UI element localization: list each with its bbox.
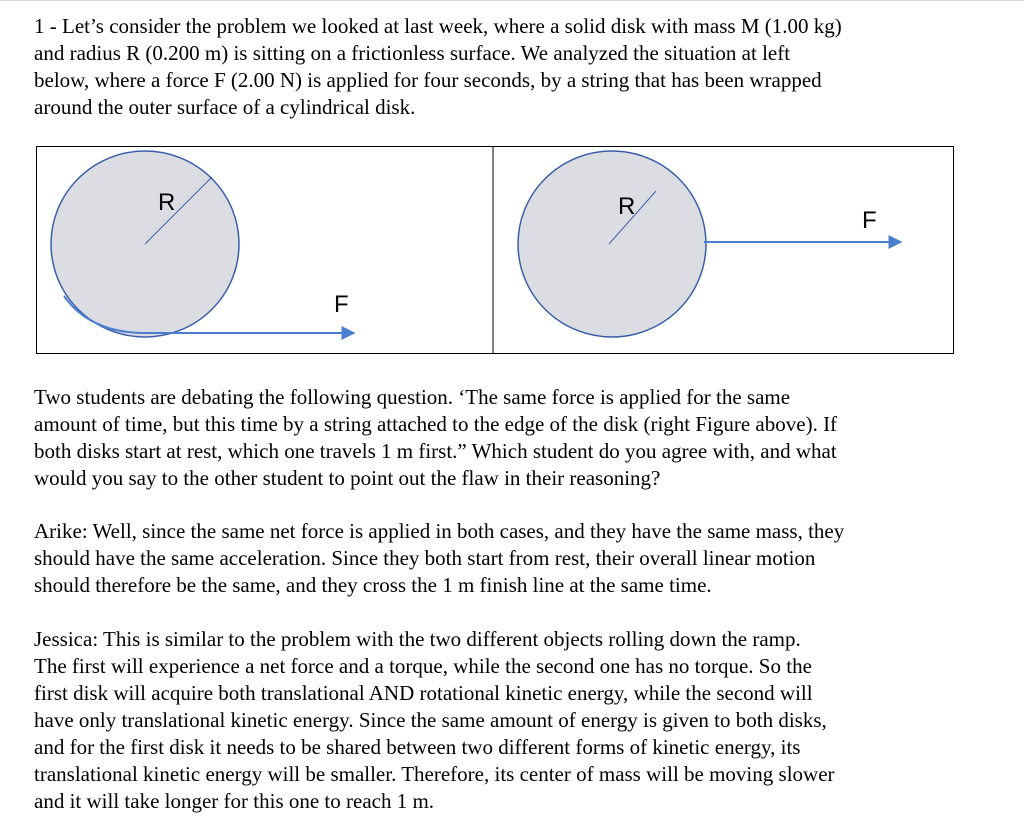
problem-line: and radius R (0.200 m) is sitting on a frictionless surface. We analyzed the situation at left <box>34 41 791 65</box>
jessica-line: have only translational kinetic energy. Since the same amount of energy is given to both disks, <box>34 708 827 732</box>
left-force-label: F <box>334 291 349 318</box>
arike-argument <box>34 518 974 599</box>
right-disk <box>518 151 706 337</box>
right-radius-label: R <box>618 193 636 220</box>
jessica-line: Jessica: This is similar to the problem with the two different objects rolling down the ramp. <box>34 627 801 651</box>
jessica-line: first disk will acquire both translational AND rotational kinetic energy, while the second will <box>34 681 813 705</box>
right-force-label: F <box>862 207 877 234</box>
left-panel <box>51 151 354 337</box>
question-paragraph <box>34 384 974 492</box>
disk-force-figure <box>36 146 954 354</box>
question-line: both disks start at rest, which one travels 1 m first.” Which student do you agree with, and what <box>34 439 837 463</box>
question-line: Two students are debating the following question. ‘The same force is applied for the same <box>34 385 791 409</box>
arike-line: Arike: Well, since the same net force is applied in both cases, and they have the same mass, they <box>34 519 845 543</box>
problem-line: below, where a force F (2.00 N) is applied for four seconds, by a string that has been wrapped <box>34 68 822 92</box>
problem-line: around the outer surface of a cylindrical disk. <box>34 95 416 119</box>
page-top-rule <box>0 0 1024 1</box>
problem-line: 1 - Let’s consider the problem we looked at last week, where a solid disk with mass M (1.00 kg) <box>34 14 842 38</box>
arike-line: should therefore be the same, and they cross the 1 m finish line at the same time. <box>34 573 712 597</box>
arike-line: should have the same acceleration. Since they both start from rest, their overall linear motion <box>34 546 816 570</box>
jessica-line: translational kinetic energy will be smaller. Therefore, its center of mass will be moving slower <box>34 762 835 786</box>
jessica-line: The first will experience a net force and a torque, while the second one has no torque. So the <box>34 654 812 678</box>
question-line: would you say to the other student to point out the flaw in their reasoning? <box>34 466 661 490</box>
jessica-line: and it will take longer for this one to reach 1 m. <box>34 789 435 813</box>
problem-statement <box>34 13 974 121</box>
question-line: amount of time, but this time by a string attached to the edge of the disk (right Figure above). If <box>34 412 838 436</box>
jessica-line: and for the first disk it needs to be shared between two different forms of kinetic energy, its <box>34 735 801 759</box>
left-radius-label: R <box>158 189 176 216</box>
right-panel <box>518 151 901 337</box>
jessica-argument <box>34 626 974 815</box>
